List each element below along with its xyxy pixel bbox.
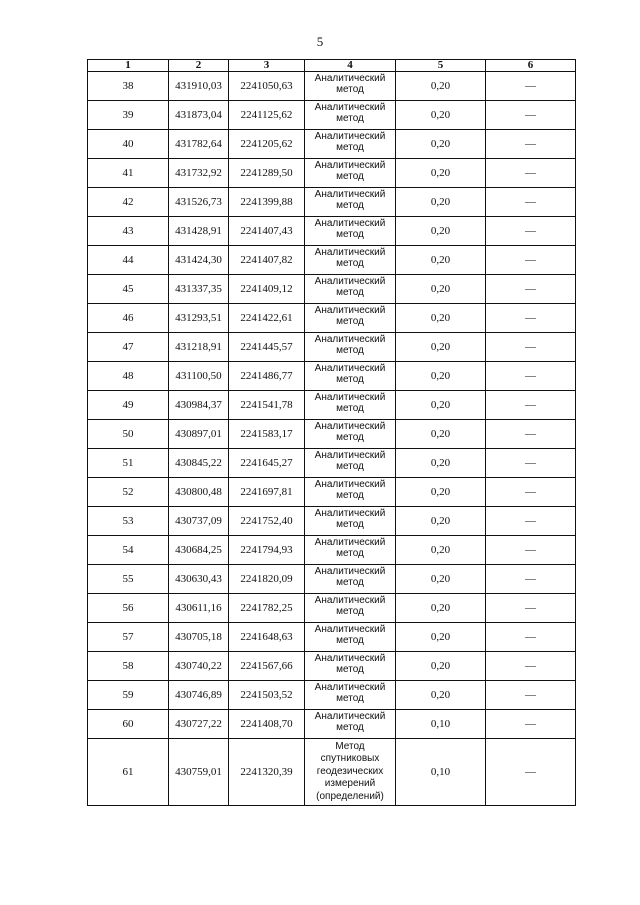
point-number-cell: 58 <box>88 652 169 681</box>
y-coordinate-cell: 2241125,62 <box>229 101 305 130</box>
accuracy-cell: 0,20 <box>396 449 486 478</box>
point-number-cell: 45 <box>88 275 169 304</box>
accuracy-cell: 0,20 <box>396 623 486 652</box>
note-cell: — <box>486 565 576 594</box>
y-coordinate-cell: 2241782,25 <box>229 594 305 623</box>
y-coordinate-cell: 2241697,81 <box>229 478 305 507</box>
x-coordinate-cell: 430611,16 <box>169 594 229 623</box>
table-row <box>88 681 576 710</box>
y-coordinate-cell: 2241050,63 <box>229 72 305 101</box>
y-coordinate-cell: 2241503,52 <box>229 681 305 710</box>
coordinates-table <box>87 59 576 806</box>
accuracy-cell: 0,20 <box>396 681 486 710</box>
x-coordinate-cell: 430630,43 <box>169 565 229 594</box>
x-coordinate-cell: 430897,01 <box>169 420 229 449</box>
method-cell: Аналитический метод <box>305 594 396 623</box>
method-cell: Аналитический метод <box>305 652 396 681</box>
point-number-cell: 46 <box>88 304 169 333</box>
x-coordinate-cell: 431910,03 <box>169 72 229 101</box>
y-coordinate-cell: 2241645,27 <box>229 449 305 478</box>
column-header-6: 6 <box>486 60 576 72</box>
column-header-1: 1 <box>88 60 169 72</box>
table-row <box>88 739 576 806</box>
method-cell: Аналитический метод <box>305 391 396 420</box>
column-header-3: 3 <box>229 60 305 72</box>
y-coordinate-cell: 2241752,40 <box>229 507 305 536</box>
point-number-cell: 54 <box>88 536 169 565</box>
method-cell: Аналитический метод <box>305 623 396 652</box>
accuracy-cell: 0,20 <box>396 478 486 507</box>
point-number-cell: 55 <box>88 565 169 594</box>
table-row <box>88 246 576 275</box>
note-cell: — <box>486 362 576 391</box>
method-cell: Аналитический метод <box>305 362 396 391</box>
point-number-cell: 38 <box>88 72 169 101</box>
method-cell: Аналитический метод <box>305 101 396 130</box>
point-number-cell: 60 <box>88 710 169 739</box>
x-coordinate-cell: 431873,04 <box>169 101 229 130</box>
accuracy-cell: 0,20 <box>396 275 486 304</box>
x-coordinate-cell: 430759,01 <box>169 739 229 806</box>
accuracy-cell: 0,20 <box>396 507 486 536</box>
y-coordinate-cell: 2241289,50 <box>229 159 305 188</box>
accuracy-cell: 0,20 <box>396 159 486 188</box>
note-cell: — <box>486 739 576 806</box>
x-coordinate-cell: 431100,50 <box>169 362 229 391</box>
method-cell: Аналитический метод <box>305 681 396 710</box>
x-coordinate-cell: 430737,09 <box>169 507 229 536</box>
accuracy-cell: 0,20 <box>396 246 486 275</box>
page-number: 5 <box>316 34 324 49</box>
table-row <box>88 420 576 449</box>
accuracy-cell: 0,20 <box>396 217 486 246</box>
accuracy-cell: 0,20 <box>396 130 486 159</box>
accuracy-cell: 0,20 <box>396 391 486 420</box>
x-coordinate-cell: 430845,22 <box>169 449 229 478</box>
x-coordinate-cell: 430800,48 <box>169 478 229 507</box>
point-number-cell: 56 <box>88 594 169 623</box>
y-coordinate-cell: 2241486,77 <box>229 362 305 391</box>
x-coordinate-cell: 431337,35 <box>169 275 229 304</box>
method-cell: Аналитический метод <box>305 159 396 188</box>
x-coordinate-cell: 430684,25 <box>169 536 229 565</box>
y-coordinate-cell: 2241407,82 <box>229 246 305 275</box>
x-coordinate-cell: 431293,51 <box>169 304 229 333</box>
x-coordinate-cell: 430746,89 <box>169 681 229 710</box>
note-cell: — <box>486 159 576 188</box>
y-coordinate-cell: 2241567,66 <box>229 652 305 681</box>
note-cell: — <box>486 681 576 710</box>
accuracy-cell: 0,20 <box>396 72 486 101</box>
y-coordinate-cell: 2241399,88 <box>229 188 305 217</box>
table-row <box>88 652 576 681</box>
x-coordinate-cell: 431782,64 <box>169 130 229 159</box>
note-cell: — <box>486 333 576 362</box>
y-coordinate-cell: 2241409,12 <box>229 275 305 304</box>
x-coordinate-cell: 430705,18 <box>169 623 229 652</box>
table-row <box>88 623 576 652</box>
note-cell: — <box>486 420 576 449</box>
point-number-cell: 53 <box>88 507 169 536</box>
method-cell: Метод спутниковых геодезических измерений (определений) <box>305 739 396 806</box>
note-cell: — <box>486 391 576 420</box>
table-row <box>88 304 576 333</box>
column-header-4: 4 <box>305 60 396 72</box>
y-coordinate-cell: 2241422,61 <box>229 304 305 333</box>
method-cell: Аналитический метод <box>305 304 396 333</box>
accuracy-cell: 0,20 <box>396 420 486 449</box>
table-row <box>88 101 576 130</box>
x-coordinate-cell: 430984,37 <box>169 391 229 420</box>
table-row <box>88 391 576 420</box>
table-row <box>88 188 576 217</box>
x-coordinate-cell: 430727,22 <box>169 710 229 739</box>
note-cell: — <box>486 217 576 246</box>
note-cell: — <box>486 449 576 478</box>
y-coordinate-cell: 2241820,09 <box>229 565 305 594</box>
note-cell: — <box>486 246 576 275</box>
method-cell: Аналитический метод <box>305 420 396 449</box>
table-row <box>88 159 576 188</box>
note-cell: — <box>486 478 576 507</box>
y-coordinate-cell: 2241205,62 <box>229 130 305 159</box>
point-number-cell: 48 <box>88 362 169 391</box>
table-row <box>88 362 576 391</box>
method-cell: Аналитический метод <box>305 275 396 304</box>
accuracy-cell: 0,20 <box>396 594 486 623</box>
x-coordinate-cell: 431424,30 <box>169 246 229 275</box>
point-number-cell: 57 <box>88 623 169 652</box>
note-cell: — <box>486 72 576 101</box>
point-number-cell: 43 <box>88 217 169 246</box>
y-coordinate-cell: 2241320,39 <box>229 739 305 806</box>
table-row <box>88 507 576 536</box>
x-coordinate-cell: 431428,91 <box>169 217 229 246</box>
note-cell: — <box>486 275 576 304</box>
table-row <box>88 710 576 739</box>
point-number-cell: 41 <box>88 159 169 188</box>
x-coordinate-cell: 431218,91 <box>169 333 229 362</box>
table-header-row <box>88 60 576 72</box>
point-number-cell: 44 <box>88 246 169 275</box>
note-cell: — <box>486 188 576 217</box>
table-row <box>88 275 576 304</box>
accuracy-cell: 0,20 <box>396 362 486 391</box>
note-cell: — <box>486 536 576 565</box>
point-number-cell: 61 <box>88 739 169 806</box>
method-cell: Аналитический метод <box>305 72 396 101</box>
note-cell: — <box>486 304 576 333</box>
method-cell: Аналитический метод <box>305 507 396 536</box>
y-coordinate-cell: 2241445,57 <box>229 333 305 362</box>
note-cell: — <box>486 652 576 681</box>
accuracy-cell: 0,20 <box>396 101 486 130</box>
accuracy-cell: 0,20 <box>396 536 486 565</box>
table-row <box>88 594 576 623</box>
table-row <box>88 478 576 507</box>
accuracy-cell: 0,10 <box>396 710 486 739</box>
column-header-5: 5 <box>396 60 486 72</box>
method-cell: Аналитический метод <box>305 710 396 739</box>
x-coordinate-cell: 431526,73 <box>169 188 229 217</box>
table-row <box>88 536 576 565</box>
point-number-cell: 52 <box>88 478 169 507</box>
point-number-cell: 59 <box>88 681 169 710</box>
method-cell: Аналитический метод <box>305 449 396 478</box>
method-cell: Аналитический метод <box>305 188 396 217</box>
y-coordinate-cell: 2241541,78 <box>229 391 305 420</box>
table-row <box>88 449 576 478</box>
note-cell: — <box>486 623 576 652</box>
x-coordinate-cell: 430740,22 <box>169 652 229 681</box>
point-number-cell: 51 <box>88 449 169 478</box>
accuracy-cell: 0,20 <box>396 304 486 333</box>
note-cell: — <box>486 594 576 623</box>
y-coordinate-cell: 2241583,17 <box>229 420 305 449</box>
accuracy-cell: 0,20 <box>396 333 486 362</box>
method-cell: Аналитический метод <box>305 333 396 362</box>
note-cell: — <box>486 101 576 130</box>
table-row <box>88 333 576 362</box>
table-body <box>88 72 576 806</box>
point-number-cell: 49 <box>88 391 169 420</box>
table-row <box>88 72 576 101</box>
table-row <box>88 217 576 246</box>
table-row <box>88 565 576 594</box>
point-number-cell: 42 <box>88 188 169 217</box>
method-cell: Аналитический метод <box>305 478 396 507</box>
accuracy-cell: 0,10 <box>396 739 486 806</box>
point-number-cell: 50 <box>88 420 169 449</box>
accuracy-cell: 0,20 <box>396 565 486 594</box>
accuracy-cell: 0,20 <box>396 188 486 217</box>
x-coordinate-cell: 431732,92 <box>169 159 229 188</box>
table-row <box>88 130 576 159</box>
point-number-cell: 39 <box>88 101 169 130</box>
method-cell: Аналитический метод <box>305 536 396 565</box>
y-coordinate-cell: 2241648,63 <box>229 623 305 652</box>
method-cell: Аналитический метод <box>305 246 396 275</box>
method-cell: Аналитический метод <box>305 130 396 159</box>
point-number-cell: 40 <box>88 130 169 159</box>
method-cell: Аналитический метод <box>305 217 396 246</box>
y-coordinate-cell: 2241407,43 <box>229 217 305 246</box>
accuracy-cell: 0,20 <box>396 652 486 681</box>
y-coordinate-cell: 2241408,70 <box>229 710 305 739</box>
note-cell: — <box>486 710 576 739</box>
column-header-2: 2 <box>169 60 229 72</box>
method-cell: Аналитический метод <box>305 565 396 594</box>
y-coordinate-cell: 2241794,93 <box>229 536 305 565</box>
note-cell: — <box>486 507 576 536</box>
point-number-cell: 47 <box>88 333 169 362</box>
note-cell: — <box>486 130 576 159</box>
